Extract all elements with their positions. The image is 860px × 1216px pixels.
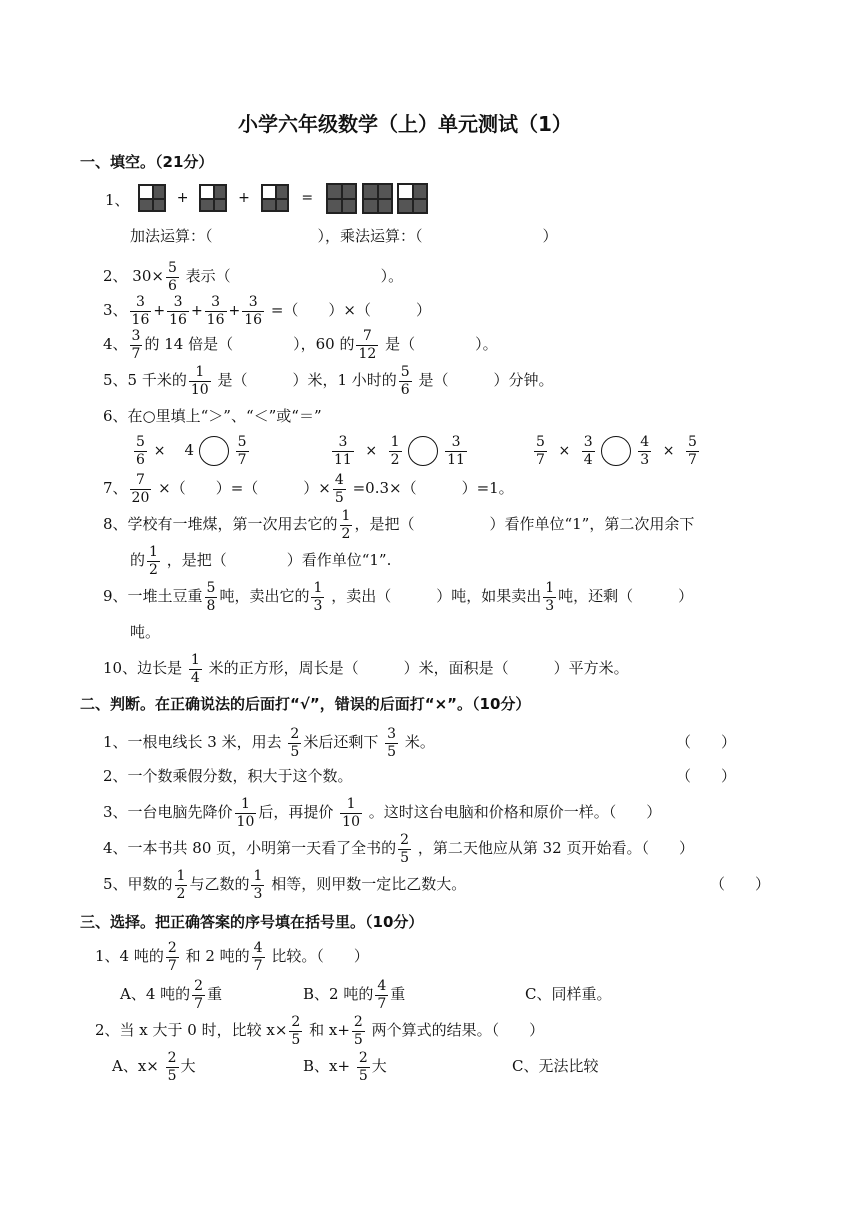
- q1-9-line2: 吨。: [130, 623, 161, 641]
- fraction: $\frac{5}{7}$: [237, 433, 247, 468]
- q2-3: 3、一台电脑先降价 $\frac{1}{10}$ 后，再提价 $\frac{1}{10}$ 。这时这台电脑和价格和原价一样。（ ）: [103, 795, 662, 830]
- fraction: $\frac{4}{7}$: [253, 939, 263, 974]
- q1-1-squares: [138, 182, 428, 214]
- fraction: $\frac{5}{6}$: [167, 259, 177, 294]
- fraction: $\frac{2}{5}$: [353, 1013, 363, 1048]
- fraction: $\frac{2}{5}$: [291, 1013, 301, 1048]
- q2-2-answer-paren[interactable]: （ ）: [676, 767, 737, 785]
- square-figure: [261, 184, 289, 212]
- q3-2-option-a[interactable]: A、x× $\frac{2}{5}$ 大: [112, 1049, 196, 1084]
- q1-5: 5、5 千米的 $\frac{1}{10}$ 是（ ）米，1 小时的 $\frac{5}{6}$ 是（ ）分钟。: [103, 363, 554, 398]
- fraction: $\frac{5}{8}$: [206, 579, 216, 614]
- q1-10: 10、边长是 $\frac{1}{4}$ 米的正方形，周长是（ ）米，面积是（ ）平方米。: [103, 651, 629, 686]
- fraction: $\frac{5}{7}$: [687, 433, 697, 468]
- fraction: $\frac{3}{16}$: [169, 293, 187, 328]
- q1-6-text: 6、在○里填上“＞”、“＜”或“＝”: [103, 407, 322, 425]
- q3-1: 1、4 吨的 $\frac{2}{7}$ 和 2 吨的 $\frac{4}{7}$ 比较。（ ）: [95, 939, 369, 974]
- fraction: $\frac{1}{3}$: [545, 579, 555, 614]
- fraction: $\frac{2}{5}$: [400, 831, 410, 866]
- fraction: $\frac{4}{7}$: [377, 977, 387, 1012]
- square-figure: [397, 183, 428, 214]
- equals-sign: =: [301, 190, 314, 206]
- fraction: $\frac{3}{16}$: [206, 293, 225, 328]
- q1-9-line1: 9、一堆土豆重 $\frac{5}{8}$ 吨，卖出它的 $\frac{1}{3}$ ，卖出（ ）吨，如果卖出 $\frac{1}{3}$ 吨，还剩（ ）: [103, 579, 694, 614]
- fraction: $\frac{3}{11}$: [447, 433, 465, 468]
- fraction: $\frac{3}{5}$: [387, 725, 397, 760]
- q1-8-line1: 8、学校有一堆煤，第一次用去它的 $\frac{1}{2}$ ，是把（ ）看作单位“1”，第二次用余下: [103, 507, 695, 542]
- q2-1-answer-paren[interactable]: （ ）: [676, 733, 737, 751]
- fraction: $\frac{7}{12}$: [358, 327, 377, 362]
- fraction: $\frac{3}{4}$: [583, 433, 593, 468]
- section-3-heading: 三、选择。把正确答案的序号填在括号里。（10分）: [80, 913, 424, 931]
- q1-6-group-3: $\frac{5}{7}$ × $\frac{3}{4}$ $\frac{4}{3}$ × $\frac{5}{7}$: [536, 433, 697, 468]
- fraction: $\frac{1}{2}$: [341, 507, 351, 542]
- q3-1-option-a[interactable]: A、4 吨的 $\frac{2}{7}$ 重: [120, 977, 223, 1012]
- fraction: $\frac{1}{10}$: [190, 363, 209, 398]
- q1-6-group-2: $\frac{3}{11}$ × $\frac{1}{2}$ $\frac{3}{11}$: [334, 433, 465, 468]
- fraction: $\frac{1}{3}$: [313, 579, 323, 614]
- fraction: $\frac{1}{10}$: [342, 795, 360, 830]
- fraction: $\frac{5}{6}$: [136, 433, 145, 468]
- plus-sign: +: [238, 190, 250, 206]
- fraction: $\frac{4}{5}$: [334, 471, 344, 506]
- fraction: $\frac{3}{11}$: [334, 433, 352, 468]
- fraction: $\frac{3}{16}$: [131, 293, 150, 328]
- q2-5: 5、甲数的 $\frac{1}{2}$ 与乙数的 $\frac{1}{3}$ 相等，则甲数一定比乙数大。: [103, 867, 467, 902]
- fraction: $\frac{1}{3}$: [253, 867, 263, 902]
- section-2-heading: 二、判断。在正确说法的后面打“√”，错误的后面打“×”。（10分）: [80, 695, 531, 713]
- compare-circle[interactable]: [601, 436, 631, 466]
- plus-sign: +: [176, 190, 189, 206]
- q3-2: 2、当 x 大于 0 时，比较 x× $\frac{2}{5}$ 和 x+ $\frac{2}{5}$ 两个算式的结果。（ ）: [95, 1013, 545, 1048]
- q1-8-line2: 的 $\frac{1}{2}$ ，是把（ ）看作单位“1”.: [130, 543, 392, 578]
- square-figure: [138, 184, 166, 212]
- fraction: $\frac{2}{7}$: [194, 977, 204, 1012]
- fraction: $\frac{3}{7}$: [131, 327, 141, 362]
- compare-circle[interactable]: [408, 436, 438, 466]
- q1-6-group-1: $\frac{5}{6}$ × 4 $\frac{5}{7}$: [136, 433, 247, 468]
- q2-2: 2、一个数乘假分数，积大于这个数。: [103, 767, 353, 785]
- page-title: 小学六年级数学（上）单元测试（1）: [238, 112, 572, 136]
- q1-3: 3、 $\frac{3}{16}$ + $\frac{3}{16}$ + $\frac{3}{16}$ + $\frac{3}{16}$ =（ ）×（ ）: [103, 293, 431, 328]
- fraction: $\frac{3}{16}$: [244, 293, 263, 328]
- square-figure-full: [326, 183, 357, 214]
- q1-2: 2、 30× $\frac{5}{6}$ 表示（ ）。: [103, 259, 404, 294]
- square-figure: [199, 184, 227, 212]
- fraction: $\frac{1}{2}$: [390, 433, 400, 468]
- compare-circle[interactable]: [199, 436, 229, 466]
- q3-1-option-c[interactable]: C、同样重。: [525, 985, 612, 1003]
- q2-5-answer-paren[interactable]: （ ）: [710, 875, 771, 893]
- section-1-heading: 一、填空。（21分）: [80, 153, 214, 171]
- fraction: $\frac{2}{5}$: [167, 1049, 177, 1084]
- q3-2-option-c[interactable]: C、无法比较: [512, 1057, 599, 1075]
- fraction: $\frac{7}{20}$: [131, 471, 150, 506]
- fraction: $\frac{1}{2}$: [149, 543, 158, 578]
- q2-1: 1、一根电线长 3 米，用去 $\frac{2}{5}$ 米后还剩下 $\frac{3}{5}$ 米。: [103, 725, 435, 760]
- fraction: $\frac{2}{5}$: [290, 725, 300, 760]
- q3-2-option-b[interactable]: B、x+ $\frac{2}{5}$ 大: [303, 1049, 387, 1084]
- q2-4: 4、一本书共 80 页，小明第一天看了全书的 $\frac{2}{5}$ ，第二天他应从第 32 页开始看。（ ）: [103, 831, 694, 866]
- fraction: $\frac{5}{6}$: [400, 363, 410, 398]
- q1-1-number: 1、: [105, 191, 130, 209]
- q1-1-operations: 加法运算：（ ），乘法运算：（ ）: [130, 227, 558, 245]
- q1-4: 4、 $\frac{3}{7}$ 的 14 倍是（ ），60 的 $\frac{7}{12}$ 是（ ）。: [103, 327, 498, 362]
- fraction: $\frac{2}{5}$: [358, 1049, 368, 1084]
- fraction: $\frac{1}{2}$: [176, 867, 186, 902]
- fraction: $\frac{1}{4}$: [190, 651, 200, 686]
- fraction: $\frac{5}{7}$: [536, 433, 545, 468]
- fraction: $\frac{4}{3}$: [640, 433, 650, 468]
- fraction: $\frac{1}{10}$: [236, 795, 255, 830]
- fraction: $\frac{2}{7}$: [167, 939, 177, 974]
- square-figure-full: [362, 183, 393, 214]
- q1-7: 7、 $\frac{7}{20}$ ×（ ）=（ ）× $\frac{4}{5}$ =0.3×（ ）=1。: [103, 471, 514, 506]
- q3-1-option-b[interactable]: B、2 吨的 $\frac{4}{7}$ 重: [303, 977, 406, 1012]
